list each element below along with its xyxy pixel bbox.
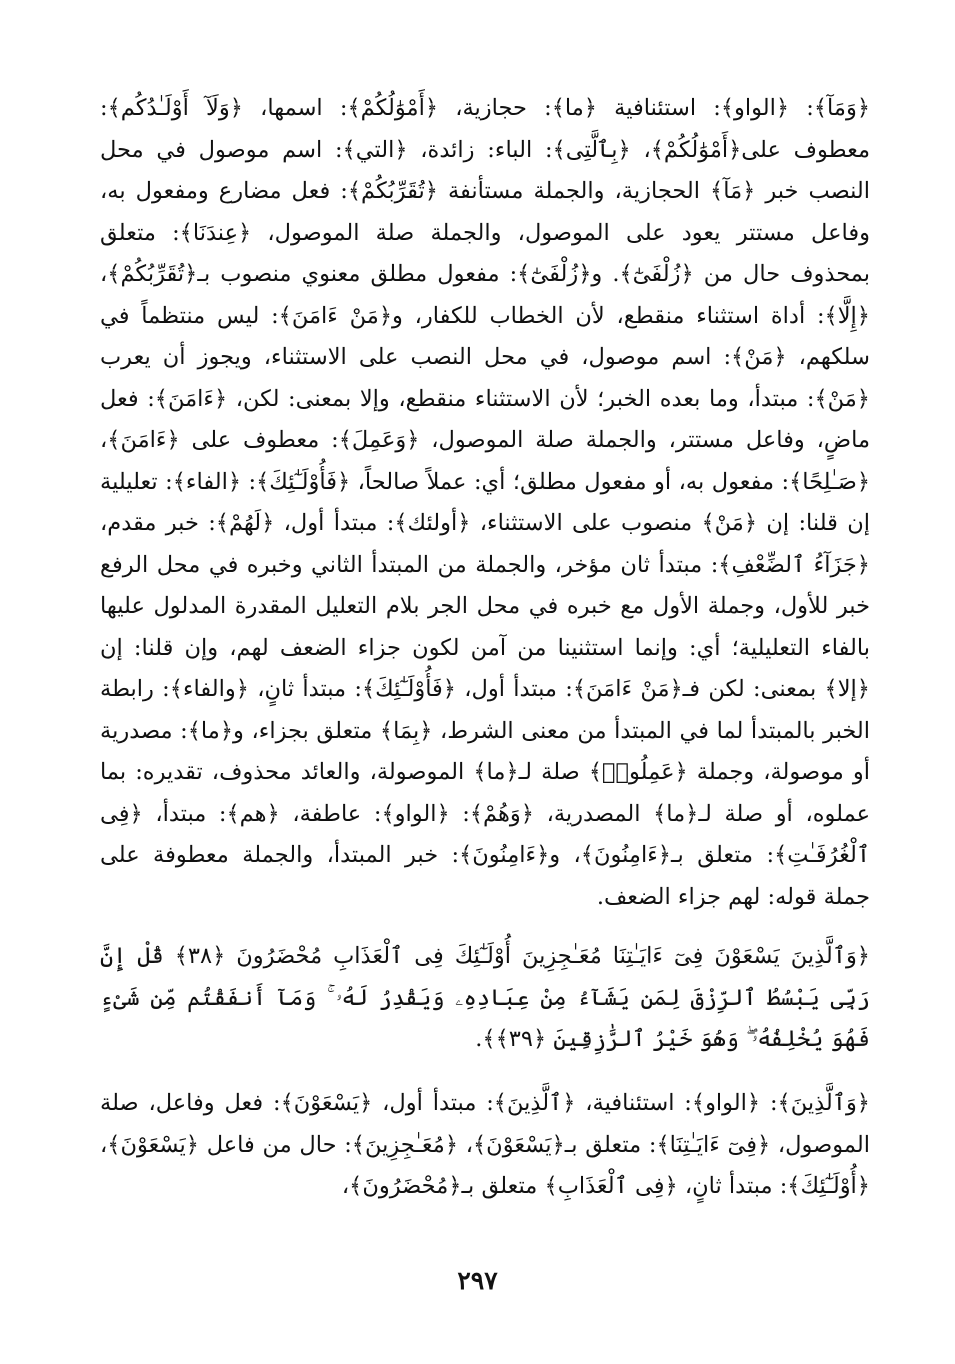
grammar-paragraph-1: ﴿وَمَآ﴾: ﴿الواو﴾: استئنافية ﴿ما﴾: حجازية، ﴿أَمْوَٰلُكُمْ﴾: اسمها، ﴿وَلَآ أَوْلَـٰدُكُم﴾: معطوف على﴿أَمْوَٰلُكُمْ﴾، ﴿بِٱلَّتِى﴾: الباء: زائدة، ﴿التي﴾: اسم موصول في محل النصب خبر ﴿مَآ﴾ الحجازية، والجملة مستأنفة ﴿تُقَرِّبُكُمْ﴾: فعل مضارع ومفعول به، وفاعل مستتر يعود على الموصول، والجملة صلة الموصول، ﴿عِندَنَا﴾: متعلق بمحذوف حال من ﴿زُلْفَىٰٓ﴾. و﴿زُلْفَىٰٓ﴾: مفعول مطلق معنوي منصوب بـ﴿تُقَرِّبُكُمْ﴾، ﴿إِلَّا﴾: أداة استثناء منقطع، لأن الخطاب للكفار، و﴿مَنْ ءَامَنَ﴾: ليس منتظماً في سلكهم، ﴿مَنْ﴾: اسم موصول، في محل النصب على الاستثناء، ويجوز أن يعرب ﴿مَنْ﴾: مبتدأ، وما بعده الخبر؛ لأن الاستثناء منقطع، وإلا بمعنى: لكن، ﴿ءَامَنَ﴾: فعل ماضٍ، وفاعل مستتر، والجملة صلة الموصول، ﴿وَعَمِلَ﴾: معطوف على ﴿ءَامَنَ﴾، ﴿صَـٰلِحًا﴾: مفعول به، أو مفعول مطلق؛ أي: عملاً صالحاً، ﴿فَأُوْلَـٰٓئِكَ﴾: ﴿الفاء﴾: تعليلية إن قلنا: إن ﴿مَنْ﴾ منصوب على الاستثناء، ﴿أولئك﴾: مبتدأ أول، ﴿لَهُمْ﴾: خبر مقدم، ﴿جَزَآءُ ٱلضِّعْفِ﴾: مبتدأ ثان مؤخر، والجملة من المبتدأ الثاني وخبره في محل الرفع خبر للأول، وجملة الأول مع خبره في محل الجر بلام التعليل المقدرة المدلول عليها بالفاء التعليلية؛ أي: وإنما استثنينا من آمن لكون جزاء الضعف لهم، وإن قلنا: إن ﴿إلا﴾ بمعنى: لكن فـ﴿مَنْ ءَامَنَ﴾: مبتدأ أول، ﴿فَأُوْلَـٰٓئِكَ﴾: مبتدأ ثانٍ، ﴿والفاء﴾: رابطة الخبر بالمبتدأ لما في المبتدأ من معنى الشرط، ﴿بِمَا﴾ متعلق بجزاء، و﴿ما﴾: مصدرية أو موصولة، وجملة ﴿عَمِلُوا۟﴾ صلة لـ﴿ما﴾ الموصولة، والعائد محذوف، تقديره: بما عملوه، أو صلة لـ﴿ما﴾ المصدرية، ﴿وَهُمْ﴾: ﴿الواو﴾: عاطفة، ﴿هم﴾: مبتدأ، ﴿فِى ٱلْغُرُفَـٰتِ﴾: متعلق بـ﴿ءَامِنُونَ﴾، و﴿ءَامِنُونَ﴾: خبر المبتدأ، والجملة معطوفة على جملة قوله: لهم جزاء الضعف. [100,95,870,910]
page-content [100,88,870,1208]
page-number: ٢٩٧ [457,1266,498,1295]
quran-verse: ﴿وَٱلَّذِينَ يَسْعَوْنَ فِىٓ ءَايَـٰتِنَا مُعَـٰجِزِينَ أُوْلَـٰٓئِكَ فِى ٱلْعَذَابِ مُحْضَرُونَ ﴿٣٨﴾ قُلْ إِنَّ رَبِّى يَبْسُطُ ٱلرِّزْقَ لِمَن يَشَآءُ مِنْ عِبَادِهِۦ وَيَقْدِرُ لَهُۥ ۚ وَمَآ أَنفَقْتُم مِّن شَىْءٍ فَهُوَ يُخْلِفُهُۥ ۖ وَهُوَ خَيْرُ ٱلرَّٰزِقِينَ ﴿٣٩﴾﴾. [100,943,870,1052]
grammar-paragraph-2: ﴿وَٱلَّذِينَ﴾: ﴿الواو﴾: استئنافية، ﴿ٱلَّذِينَ﴾: مبتدأ أول، ﴿يَسْعَوْنَ﴾: فعل وفاعل، صلة الموصول، ﴿فِىٓ ءَايَـٰتِنَا﴾: متعلق بـ﴿يَسْعَوْنَ﴾، ﴿مُعَـٰجِزِينَ﴾: حال من فاعل ﴿يَسْعَوْنَ﴾، ﴿أُوْلَـٰٓئِكَ﴾: مبتدأ ثانٍ، ﴿فِى ٱلْعَذَابِ﴾ متعلق بـ﴿مُحْضَرُونَ﴾، [100,1090,870,1199]
